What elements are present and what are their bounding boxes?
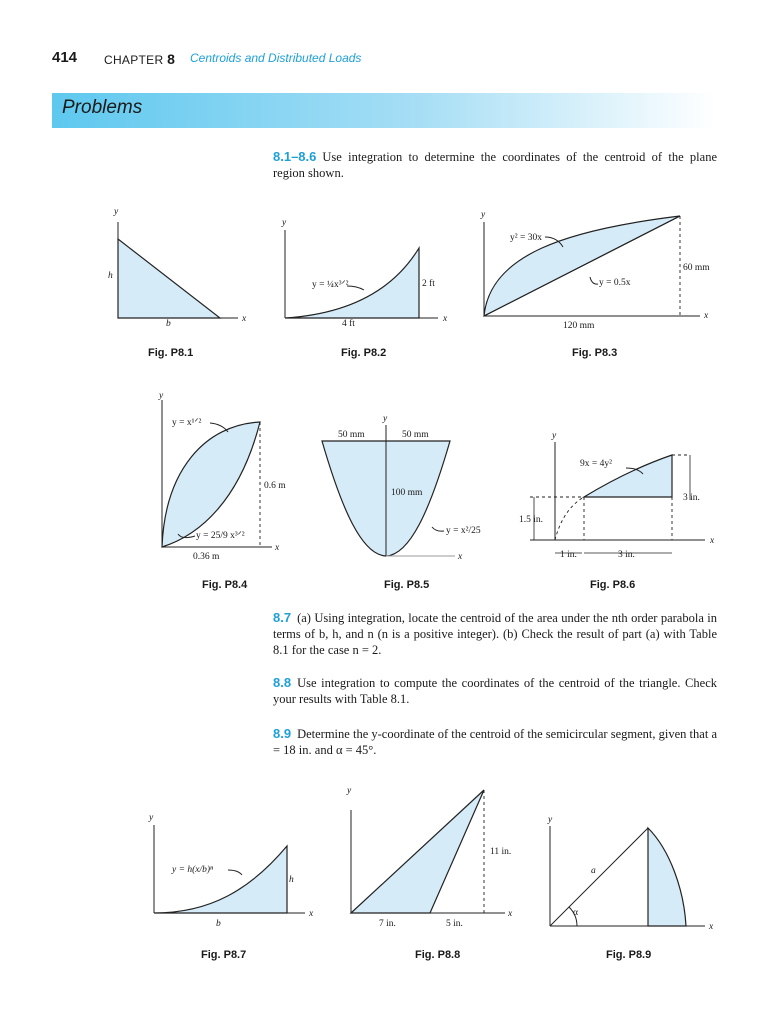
p82-height-label: 2 ft (422, 279, 435, 289)
p84-height-label: 0.6 m (264, 481, 286, 491)
p86-x-label: x (710, 536, 715, 546)
p88-y-label: y (347, 786, 352, 796)
chapter-number: 8 (167, 51, 176, 67)
p81-y-label: y (114, 207, 119, 217)
p81-x-label: x (242, 314, 247, 324)
p86-left-h-label: 1.5 in. (519, 515, 544, 525)
p83-leader2 (590, 277, 598, 284)
chapter-title: Centroids and Distributed Loads (190, 51, 362, 65)
problem-number: 8.8 (273, 675, 292, 690)
caption-p81: Fig. P8.1 (148, 347, 194, 359)
p87-region (154, 846, 287, 913)
p83-x-label: x (704, 311, 709, 321)
caption-p83: Fig. P8.3 (572, 347, 618, 359)
p83-curve1-label: y² = 30x (510, 233, 542, 243)
caption-p87: Fig. P8.7 (201, 949, 247, 961)
p89-region (648, 828, 686, 926)
p82-x-label: x (443, 314, 448, 324)
caption-p84: Fig. P8.4 (202, 579, 248, 591)
problem-text: Determine the y-coordinate of the centroid of the semicircular segment, given that a = 18 in. and α = 45°. (273, 727, 717, 757)
p82-curve-label: y = ¼x³ᐟ² (312, 280, 349, 290)
problem-number: 8.1–8.6 (273, 149, 317, 164)
p86-right-h-label: 3 in. (683, 493, 700, 503)
p88-w1-label: 7 in. (379, 919, 396, 929)
p87-h-label: h (289, 875, 294, 885)
p86-dash-curve (555, 497, 584, 540)
p87-curve-label: y = h(x/b)ⁿ (172, 865, 214, 875)
p85-y-label: y (383, 414, 388, 424)
problem-number: 8.9 (273, 726, 292, 741)
problem-number: 8.7 (273, 610, 292, 625)
p84-region (162, 422, 260, 547)
p89-y-label: y (548, 815, 553, 825)
problem-text: Use integration to compute the coordinates of the centroid of the triangle. Check your results with Table 8.1. (273, 676, 717, 706)
page-number: 414 (52, 49, 78, 66)
p84-width-label: 0.36 m (193, 552, 220, 562)
chapter-word: CHAPTER (104, 53, 164, 67)
caption-p88: Fig. P8.8 (415, 949, 461, 961)
p85-depth-label: 100 mm (391, 488, 423, 498)
p84-x-label: x (275, 543, 280, 553)
p82-region (285, 248, 419, 318)
p85-x-label: x (458, 552, 463, 562)
p87-y-label: y (149, 813, 154, 823)
p84-curve1-label: y = x¹ᐟ² (172, 418, 202, 428)
p81-region (118, 239, 220, 318)
p83-curve2-label: y = 0.5x (599, 278, 631, 288)
p89-radius (550, 828, 648, 926)
caption-p85: Fig. P8.5 (384, 579, 430, 591)
p89-alpha-label: α (573, 908, 578, 918)
p87-x-label: x (309, 909, 314, 919)
p85-curve-label: y = x²/25 (446, 526, 481, 536)
p89-a-label: a (591, 866, 596, 876)
p88-height-label: 11 in. (490, 847, 512, 857)
p83-y-label: y (481, 210, 486, 220)
caption-p86: Fig. P8.6 (590, 579, 636, 591)
p87-b-label: b (216, 919, 221, 929)
p84-y-label: y (159, 391, 164, 401)
caption-p89: Fig. P8.9 (606, 949, 652, 961)
p81-h-label: h (108, 271, 113, 281)
p89-x-label: x (709, 922, 714, 932)
p85-leader (432, 527, 444, 531)
p84-curve2-label: y = 25/9 x³ᐟ² (196, 531, 245, 541)
p83-height-label: 60 mm (683, 263, 710, 273)
problem-text: Use integration to determine the coordinates of the centroid of the plane region shown. (273, 150, 717, 180)
p88-x-label: x (508, 909, 513, 919)
caption-p82: Fig. P8.2 (341, 347, 387, 359)
p82-y-label: y (282, 218, 287, 228)
p87-leader (228, 870, 242, 875)
p83-width-label: 120 mm (563, 321, 595, 331)
p82-width-label: 4 ft (342, 319, 355, 329)
p86-w1-label: 1 in. (560, 550, 577, 560)
section-title: Problems (62, 97, 143, 118)
p86-w2-label: 3 in. (618, 550, 635, 560)
p81-b-label: b (166, 319, 171, 329)
p86-y-label: y (552, 431, 557, 441)
p85-right-label: 50 mm (402, 430, 429, 440)
problem-text: (a) Using integration, locate the centroid of the area under the nth order parabola in terms of b, h, and n (n is a positive integer). (b) Check the result of part (a) with Table 8.1 for the case n = 2. (273, 611, 717, 657)
p88-region (351, 790, 484, 913)
p82-leader (347, 286, 364, 290)
p88-w2-label: 5 in. (446, 919, 463, 929)
p86-curve-label: 9x = 4y² (580, 459, 612, 469)
p85-left-label: 50 mm (338, 430, 365, 440)
